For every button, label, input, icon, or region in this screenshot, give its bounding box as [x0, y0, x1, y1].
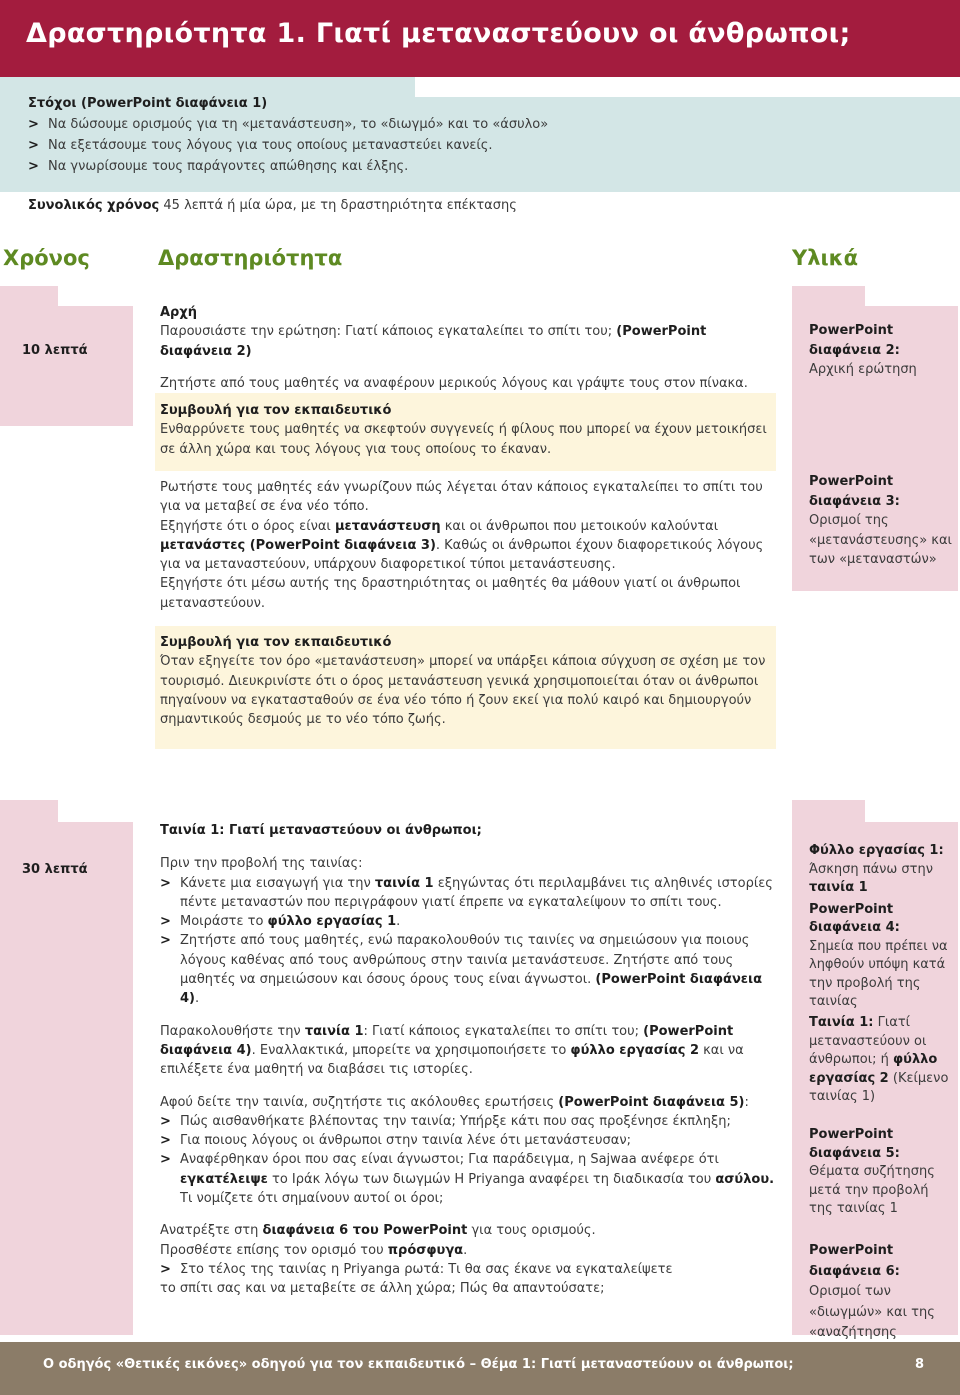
block1-material-1 [809, 321, 954, 380]
list-item: > Πώς αισθανθήκατε βλέποντας την ταινία; Υπήρξε κάτι που σας προξένησε έκπληξη; [160, 1112, 775, 1131]
material-text: Γιατί μεταναστεύουν οι άνθρωποι; ή [809, 1015, 927, 1067]
material-text: Αρχική ερώτηση [809, 362, 917, 377]
materials-cell-bg [792, 800, 865, 822]
teacher-tip-2 [160, 633, 770, 729]
block2-heading: Ταινία 1: Γιατί μεταναστεύουν οι άνθρωποι; [160, 823, 482, 838]
text: : Γιατί κάποιος εγκαταλείπει το σπίτι του; [363, 1023, 644, 1039]
block1-heading: Αρχή [160, 305, 198, 320]
list-item [160, 912, 775, 931]
tip-text: Ενθαρρύνετε τους μαθητές να σκεφτούν συγγενείς ή φίλους που μπορεί να έχουν μετοικήσει σε άλλη χώρα και τους λόγους για τους οποίους το έκαναν. [160, 422, 767, 457]
text: Μοιράστε το [180, 914, 268, 930]
text: το Ιράκ λόγω των διωγμών Η Priyanga αναφέρει τη διαδικασία του [267, 1171, 716, 1187]
text: . [195, 991, 200, 1007]
block2-material-3 [809, 1014, 954, 1107]
material-text: Σημεία που πρέπει να ληφθούν υπόψη κατά την προβολή της ταινίας [809, 938, 948, 1009]
text: Τι νομίζετε ότι σημαίνουν αυτοί οι όροι; [180, 1191, 444, 1207]
block2-time: 30 λεπτά [22, 862, 88, 877]
text: Ζητήστε από τους μαθητές, ενώ παρακολουθούν τις ταινίες να σημειώσουν για ποιους λόγους καθένας από τους ανθρώπους στην ταινία μετανάστευσε. Ζητήστε από τους μαθητές να σημειώσουν και όσους όρους τους είναι άγνωστοι. [180, 933, 750, 988]
material-title: φύλλο εργασίας 2 [809, 1052, 938, 1086]
block2-p3 [160, 1093, 775, 1112]
text-bold: πρόσφυγα [387, 1242, 464, 1258]
text: Παρακολουθήστε την [160, 1023, 305, 1039]
text-bold: εγκατέλειψε [180, 1171, 268, 1187]
text: Ανατρέξτε στη [160, 1223, 263, 1239]
text: Κάνετε μια εισαγωγή για την [180, 875, 375, 891]
text-bold: διαφάνεια 6 του PowerPoint [262, 1223, 468, 1239]
text: Παρουσιάστε την ερώτηση: Γιατί κάποιος εγκαταλείπει το σπίτι του; [160, 324, 617, 340]
column-header-activity: Δραστηριότητα [158, 246, 343, 270]
block2-p5 [160, 1241, 775, 1260]
total-time-value: 45 λεπτά ή μία ώρα, με τη δραστηριότητα επέκτασης [163, 198, 517, 213]
objective-item: > Να δώσουμε ορισμούς για τη «μετανάστευση», το «διωγμό» και το «άσυλο» [28, 114, 928, 135]
material-title: ταινία 1 [809, 880, 868, 895]
material-title: PowerPoint διαφάνεια 2: [809, 323, 900, 358]
text-bold: (PowerPoint διαφάνεια 5) [558, 1094, 745, 1110]
text: και να επιλέξετε ένα μαθητή να διαβάσει τις ιστορίες. [160, 1042, 744, 1078]
footer-text: Ο οδηγός «Θετικές εικόνες» οδηγού για τον εκπαιδευτικό – Θέμα 1: Γιατί μεταναστεύουν οι άνθρωποι; [43, 1357, 794, 1372]
tip-text: Όταν εξηγείτε τον όρο «μετανάστευση» μπορεί να υπάρξει κάποια σύγχυση σε σχέση με τον τουρισμό. Διευκρινίστε ότι ο όρος μετανάστευση γενικά χρησιμοποιείται όταν οι άνθρωποι πηγαίνουν να εγκατασταθούν σε ένα νέο τόπο ή ζουν εκεί για πολύ καιρό και δημιουργούν σημαντικούς δεσμούς με το νέο τόπο ζωής. [160, 654, 766, 728]
column-header-materials: Υλικά [792, 246, 859, 270]
text-bold: (PowerPoint διαφάνεια 2) [160, 324, 707, 359]
text: . Καθώς οι άνθρωποι έχουν διαφορετικούς λόγους για να μεταναστεύουν, υπάρχουν διαφορετικοί τύποι μετανάστευσης. [160, 537, 764, 573]
material-title: PowerPoint διαφάνεια 5: [809, 1127, 900, 1161]
text-bold: ταινία 1 [374, 875, 434, 891]
material-text: Άσκηση πάνω στην [809, 861, 933, 877]
text: και οι άνθρωποι που μετοικούν καλούνται [440, 518, 719, 534]
text: για τους ορισμούς. [467, 1223, 596, 1239]
text-bold: (PowerPoint διαφάνεια 4) [180, 972, 763, 1007]
total-time [28, 198, 517, 213]
text-bold: ταινία 1 [304, 1023, 364, 1039]
objectives-list [28, 93, 928, 177]
text: . Εναλλακτικά, μπορείτε να χρησιμοποιήσετε το [251, 1042, 571, 1058]
text: . [396, 914, 401, 930]
text-bold: φύλλο εργασίας 2 [570, 1042, 700, 1058]
block1-material-2 [809, 472, 954, 570]
time-cell-bg [58, 822, 133, 1335]
tip-title: Συμβουλή για τον εκπαιδευτικό [160, 403, 392, 418]
block1-p1 [160, 322, 775, 361]
text-bold: (PowerPoint διαφάνεια 4) [160, 1023, 734, 1058]
objective-item: > Να εξετάσουμε τους λόγους για τους οποίους μεταναστεύει κανείς. [28, 135, 928, 156]
material-title: PowerPoint διαφάνεια 3: [809, 474, 900, 509]
materials-cell-bg [792, 286, 865, 306]
material-text: (Κείμενο ταινίας 1) [809, 1070, 949, 1104]
block1-p5: Εξηγήστε ότι μέσω αυτής της δραστηριότητας οι μαθητές θα μάθουν γιατί οι άνθρωποι μεταναστεύουν. [160, 576, 741, 611]
block1-p3: Ρωτήστε τους μαθητές εάν γνωρίζουν πώς λέγεται όταν κάποιος εγκαταλείπει το σπίτι του για να μεταβεί σε ένα νέο τόπο. [160, 480, 763, 515]
list-item: > Για ποιους λόγους οι άνθρωποι στην ταινία λένε ότι μετανάστευσαν; [160, 1131, 775, 1150]
block1-intro [160, 303, 775, 393]
text: Προσθέστε επίσης τον ορισμό του [160, 1242, 388, 1258]
block2-p2 [160, 1022, 775, 1080]
text: Αναφέρθηκαν όροι που σας είναι άγνωστοι; Για παράδειγμα, η Sajwaa ανέφερε ότι [180, 1152, 719, 1168]
total-time-label: Συνολικός χρόνος [28, 198, 160, 213]
text-bold: μετανάστευση [334, 518, 441, 534]
page-title: Δραστηριότητα 1. Γιατί μεταναστεύουν οι άνθρωποι; [26, 18, 851, 49]
list-item: > Στο τέλος της ταινίας η Priyanga ρωτά: Τι θα σας έκανε να εγκαταλείψετε [160, 1260, 775, 1279]
text: : [744, 1094, 749, 1110]
block1-body [160, 478, 775, 613]
text: Εξηγήστε ότι ο όρος είναι [160, 518, 335, 534]
list-item [160, 1150, 775, 1208]
list-item-continuation: το σπίτι σας και να μεταβείτε σε άλλη χώρα; Πώς θα απαντούσατε; [160, 1281, 605, 1297]
text-bold: ασύλου. [715, 1171, 775, 1187]
text: Αφού δείτε την ταινία, συζητήστε τις ακόλουθες ερωτήσεις [160, 1094, 559, 1110]
objectives-title: Στόχοι (PowerPoint διαφάνεια 1) [28, 96, 268, 111]
material-title: PowerPoint διαφάνεια 6: [809, 1243, 900, 1279]
block2-body [160, 821, 775, 1299]
teacher-tip-1 [160, 401, 770, 459]
material-title: PowerPoint διαφάνεια 4: [809, 901, 900, 935]
block1-time: 10 λεπτά [22, 343, 88, 358]
time-cell-bg [0, 800, 58, 1335]
material-title: Ταινία 1: [809, 1015, 874, 1030]
block2-material-1 [809, 842, 954, 1012]
page-number: 8 [915, 1357, 925, 1372]
list-item [160, 874, 775, 913]
material-title: Φύλλο εργασίας 1: [809, 843, 944, 858]
list-item [160, 931, 775, 1008]
time-cell-bg [58, 306, 133, 426]
objective-item: > Να γνωρίσουμε τους παράγοντες απώθησης και έλξης. [28, 156, 928, 177]
material-text: Ορισμοί της «μετανάστευσης» και των «μεταναστών» [809, 513, 952, 567]
block2-material-4 [809, 1126, 954, 1219]
text: . [463, 1242, 468, 1258]
block1-p2: Ζητήστε από τους μαθητές να αναφέρουν μερικούς λόγους και γράψτε τους στον πίνακα. [160, 375, 748, 391]
text: εξηγώντας ότι περιλαμβάνει τις αληθινές ιστορίες πέντε μεταναστών που περιγράφουν γιατί έπρεπε να εγκαταλείψουν το σπίτι τους. [180, 875, 773, 910]
text-bold: μετανάστες (PowerPoint διαφάνεια 3) [160, 537, 436, 553]
material-text: Θέματα συζήτησης μετά την προβολή της ταινίας 1 [809, 1164, 935, 1216]
block1-p4 [160, 517, 775, 575]
block2-intro: Πριν την προβολή της ταινίας: [160, 856, 363, 872]
column-header-time: Χρόνος [3, 246, 90, 270]
block2-p4 [160, 1221, 775, 1240]
text-bold: φύλλο εργασίας 1 [267, 914, 397, 930]
material-text: Ορισμοί των «διωγμών» και της «αναζήτησης [809, 1284, 935, 1340]
tip-title: Συμβουλή για τον εκπαιδευτικό [160, 635, 392, 650]
